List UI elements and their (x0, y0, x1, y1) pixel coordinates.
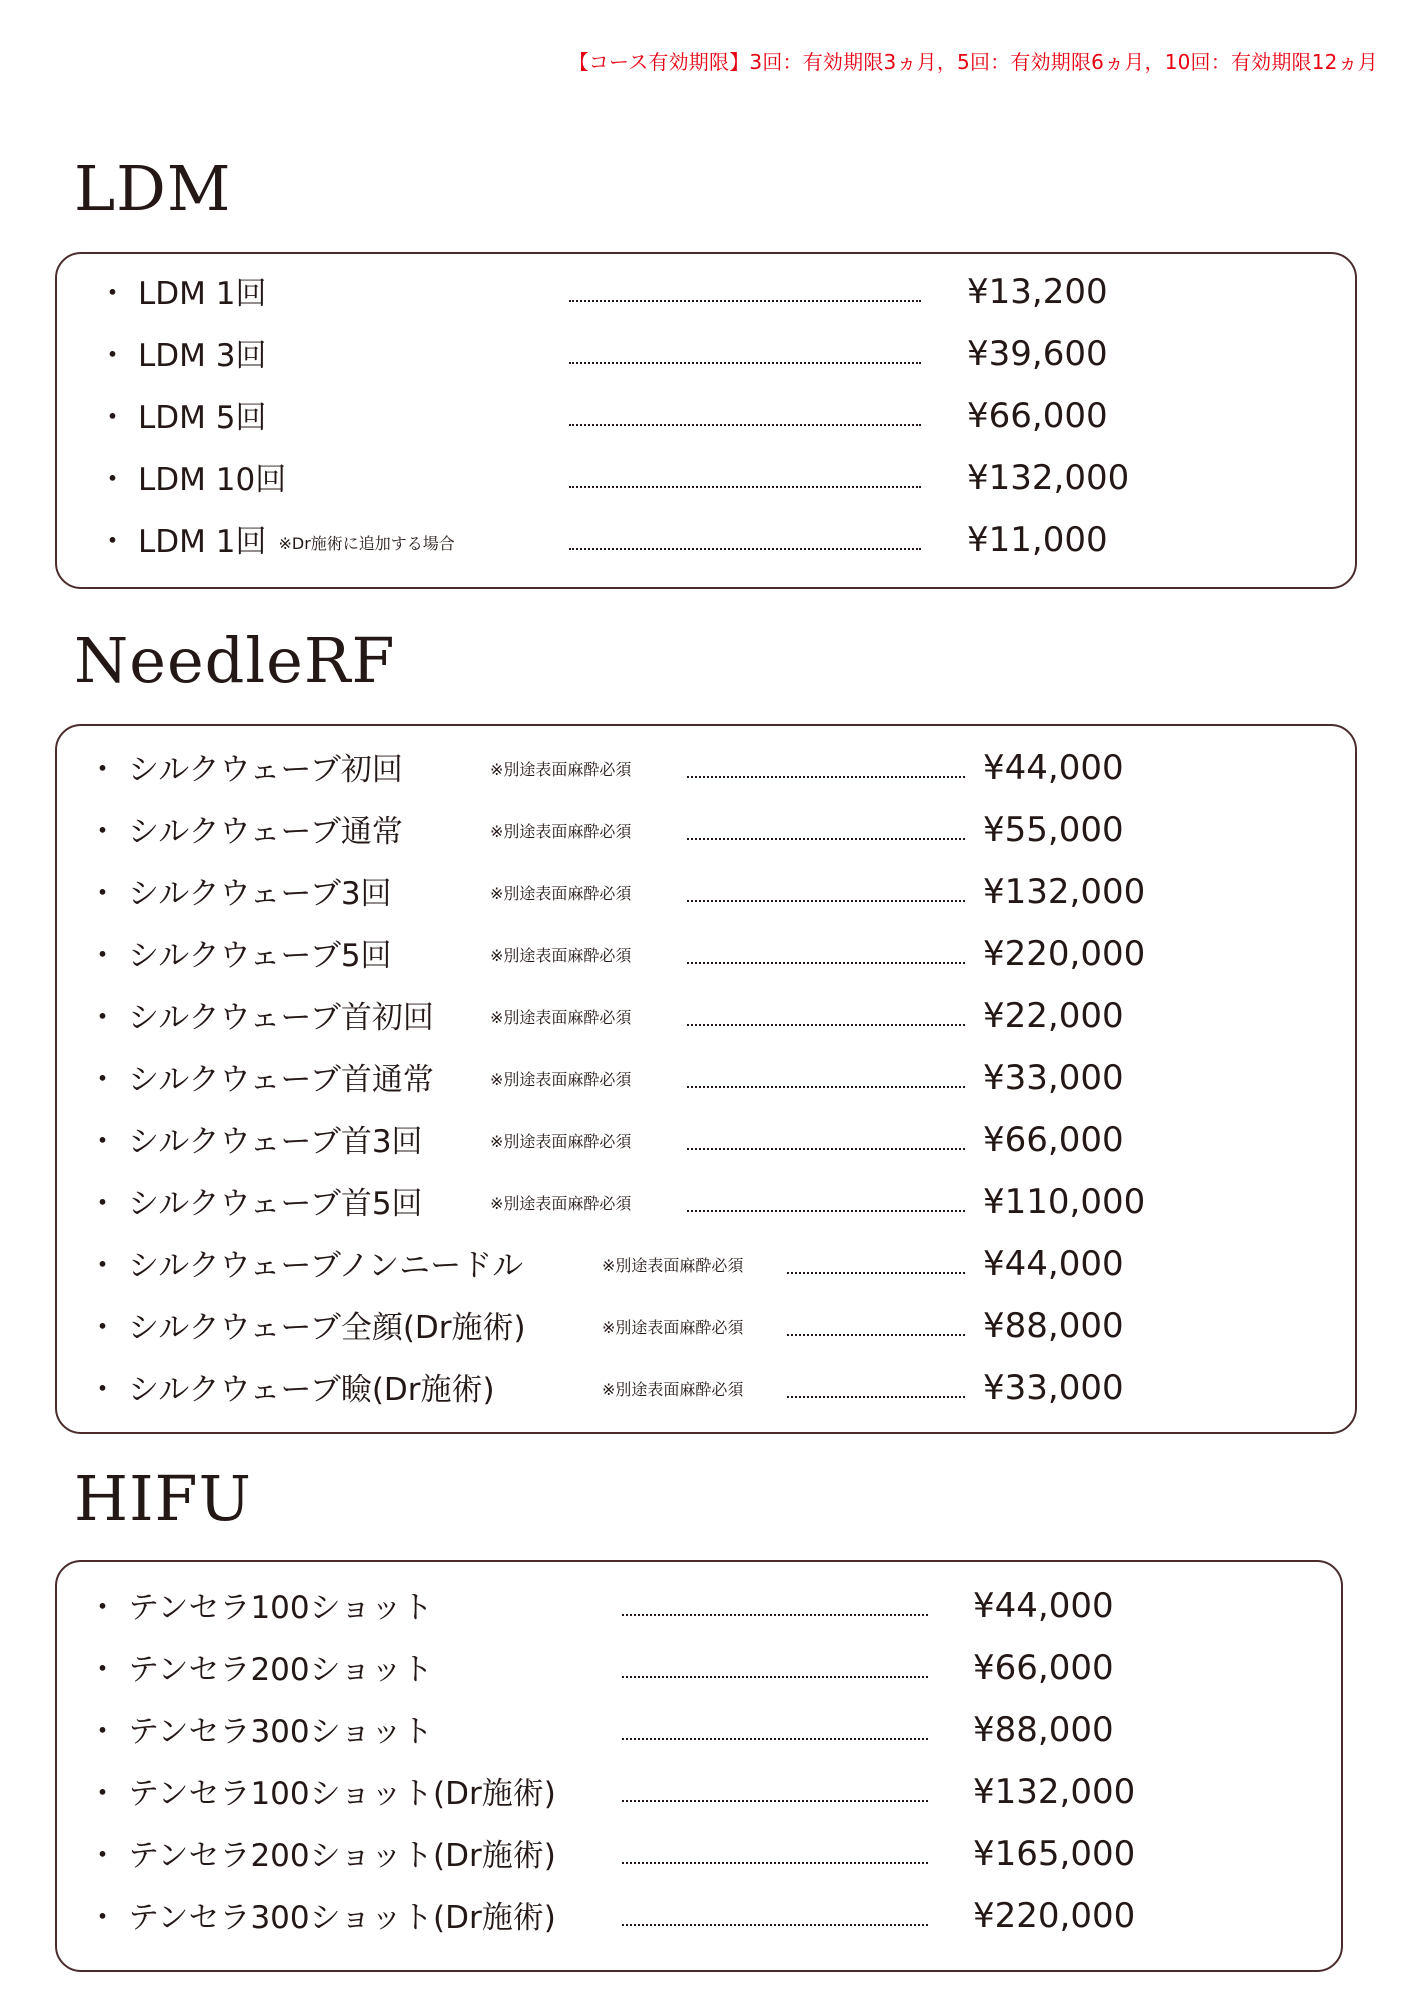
item-price: ¥220,000 (983, 934, 1146, 974)
item-name: シルクウェーブノンニードル (128, 1248, 524, 1284)
item-price: ¥66,000 (983, 1120, 1124, 1160)
leader-dots (569, 300, 921, 302)
item-name: LDM 3回 (138, 338, 267, 374)
item-price: ¥44,000 (983, 748, 1124, 788)
price-row (57, 750, 1355, 790)
item-note: ※別途表面麻酔必須 (490, 1008, 632, 1027)
leader-dots (787, 1272, 965, 1274)
item-label (87, 998, 434, 1038)
item-note: ※別途表面麻酔必須 (490, 1132, 632, 1151)
item-name: テンセラ300ショット(Dr施術) (128, 1900, 556, 1936)
item-name: シルクウェーブ首通常 (128, 1062, 434, 1098)
course-expiry-notice: 【コース有効期限】3回：有効期限3ヵ月，5回：有効期限6ヵ月，10回：有効期限12ヵ月 (568, 50, 1378, 74)
section-title-hifu: HIFU (74, 1462, 252, 1535)
item-name: LDM 5回 (138, 400, 267, 436)
item-name: シルクウェーブ首初回 (128, 1000, 434, 1036)
leader-dots (569, 362, 921, 364)
bullet-mark: ・ (97, 338, 128, 374)
item-name: テンセラ100ショット(Dr施術) (128, 1776, 556, 1812)
item-label (87, 1836, 556, 1876)
item-price: ¥220,000 (973, 1896, 1136, 1936)
section-title-ldm: LDM (74, 152, 232, 225)
item-label (87, 1774, 556, 1814)
leader-dots (569, 424, 921, 426)
leader-dots (622, 1800, 928, 1802)
bullet-mark: ・ (97, 462, 128, 498)
item-note: ※別途表面麻酔必須 (602, 1256, 744, 1275)
needlerf-price-box (55, 724, 1357, 1434)
item-price: ¥22,000 (983, 996, 1124, 1036)
item-price: ¥33,000 (983, 1368, 1124, 1408)
price-row (57, 874, 1355, 914)
leader-dots (569, 486, 921, 488)
item-label (97, 274, 266, 314)
section-title-needlerf: NeedleRF (74, 624, 396, 697)
bullet-mark: ・ (87, 1248, 118, 1284)
item-label (87, 750, 403, 790)
bullet-mark: ・ (87, 1590, 118, 1626)
leader-dots (687, 900, 965, 902)
leader-dots (622, 1862, 928, 1864)
item-price: ¥88,000 (973, 1710, 1114, 1750)
item-price: ¥39,600 (967, 334, 1108, 374)
leader-dots (687, 962, 965, 964)
item-label (87, 1588, 433, 1628)
price-row (57, 1836, 1341, 1876)
item-name: シルクウェーブ3回 (128, 876, 392, 912)
price-row (57, 274, 1355, 314)
item-note: ※別途表面麻酔必須 (602, 1318, 744, 1337)
item-note: ※別途表面麻酔必須 (490, 884, 632, 903)
item-label (87, 1308, 526, 1348)
price-row (57, 1184, 1355, 1224)
bullet-mark: ・ (97, 524, 128, 560)
item-price: ¥11,000 (967, 520, 1108, 560)
bullet-mark: ・ (87, 1900, 118, 1936)
leader-dots (687, 776, 965, 778)
price-row (57, 1246, 1355, 1286)
item-name: テンセラ100ショット (128, 1590, 433, 1626)
leader-dots (622, 1676, 928, 1678)
leader-dots (787, 1396, 965, 1398)
item-name: シルクウェーブ全顔(Dr施術) (128, 1310, 526, 1346)
item-name: テンセラ200ショット(Dr施術) (128, 1838, 556, 1874)
item-price: ¥66,000 (967, 396, 1108, 436)
item-name: テンセラ200ショット (128, 1652, 433, 1688)
item-label (87, 1712, 433, 1752)
item-price: ¥132,000 (973, 1772, 1136, 1812)
item-note: ※別途表面麻酔必須 (490, 760, 632, 779)
bullet-mark: ・ (87, 1000, 118, 1036)
bullet-mark: ・ (87, 1372, 118, 1408)
bullet-mark: ・ (87, 1062, 118, 1098)
item-name: シルクウェーブ5回 (128, 938, 392, 974)
item-price: ¥55,000 (983, 810, 1124, 850)
item-label (87, 1898, 556, 1938)
leader-dots (622, 1614, 928, 1616)
price-row (57, 336, 1355, 376)
price-row (57, 1060, 1355, 1100)
item-label (97, 460, 286, 500)
item-price: ¥132,000 (967, 458, 1130, 498)
item-price: ¥33,000 (983, 1058, 1124, 1098)
price-row (57, 936, 1355, 976)
item-label (97, 336, 266, 376)
leader-dots (687, 838, 965, 840)
price-row (57, 1898, 1341, 1938)
item-label (97, 398, 266, 438)
hifu-price-box (55, 1560, 1343, 1972)
price-row (57, 522, 1355, 562)
item-label (87, 1370, 495, 1410)
price-row (57, 398, 1355, 438)
price-row (57, 1308, 1355, 1348)
price-row (57, 1122, 1355, 1162)
price-row (57, 1650, 1341, 1690)
item-price: ¥13,200 (967, 272, 1108, 312)
price-row (57, 460, 1355, 500)
bullet-mark: ・ (87, 938, 118, 974)
item-note: ※別途表面麻酔必須 (490, 946, 632, 965)
item-label (87, 1246, 523, 1286)
item-label (87, 936, 392, 976)
bullet-mark: ・ (87, 1124, 118, 1160)
item-price: ¥66,000 (973, 1648, 1114, 1688)
bullet-mark: ・ (87, 1776, 118, 1812)
leader-dots (687, 1148, 965, 1150)
price-row (57, 1712, 1341, 1752)
leader-dots (569, 548, 921, 550)
item-label (87, 1184, 423, 1224)
price-row (57, 1588, 1341, 1628)
item-name: シルクウェーブ通常 (128, 814, 403, 850)
item-label (87, 874, 392, 914)
item-label (87, 812, 403, 852)
bullet-mark: ・ (87, 1186, 118, 1222)
bullet-mark: ・ (87, 876, 118, 912)
item-note: ※別途表面麻酔必須 (490, 1194, 632, 1213)
leader-dots (787, 1334, 965, 1336)
bullet-mark: ・ (87, 1714, 118, 1750)
item-label (87, 1122, 423, 1162)
item-label (87, 1650, 433, 1690)
item-note: ※別途表面麻酔必須 (602, 1380, 744, 1399)
item-name: シルクウェーブ首5回 (128, 1186, 423, 1222)
item-price: ¥165,000 (973, 1834, 1136, 1874)
item-note: ※別途表面麻酔必須 (490, 822, 632, 841)
bullet-mark: ・ (97, 276, 128, 312)
item-name: LDM 1回 (138, 276, 267, 312)
item-name: シルクウェーブ瞼(Dr施術) (128, 1372, 495, 1408)
item-price: ¥88,000 (983, 1306, 1124, 1346)
item-label (87, 1060, 434, 1100)
bullet-mark: ・ (87, 814, 118, 850)
bullet-mark: ・ (87, 1838, 118, 1874)
item-note: ※別途表面麻酔必須 (490, 1070, 632, 1089)
price-row (57, 1370, 1355, 1410)
leader-dots (687, 1024, 965, 1026)
price-row (57, 812, 1355, 852)
item-price: ¥44,000 (983, 1244, 1124, 1284)
item-name: LDM 1回 (138, 524, 267, 560)
leader-dots (622, 1738, 928, 1740)
bullet-mark: ・ (87, 1652, 118, 1688)
leader-dots (687, 1086, 965, 1088)
price-row (57, 998, 1355, 1038)
item-name: テンセラ300ショット (128, 1714, 433, 1750)
item-price: ¥110,000 (983, 1182, 1146, 1222)
item-name: シルクウェーブ首3回 (128, 1124, 423, 1160)
leader-dots (622, 1924, 928, 1926)
item-note: ※Dr施術に追加する場合 (278, 533, 455, 553)
item-name: シルクウェーブ初回 (128, 752, 403, 788)
ldm-price-box (55, 252, 1357, 589)
item-price: ¥132,000 (983, 872, 1146, 912)
bullet-mark: ・ (97, 400, 128, 436)
bullet-mark: ・ (87, 1310, 118, 1346)
price-row (57, 1774, 1341, 1814)
item-price: ¥44,000 (973, 1586, 1114, 1626)
leader-dots (687, 1210, 965, 1212)
item-name: LDM 10回 (138, 462, 287, 498)
item-label (97, 522, 455, 564)
bullet-mark: ・ (87, 752, 118, 788)
